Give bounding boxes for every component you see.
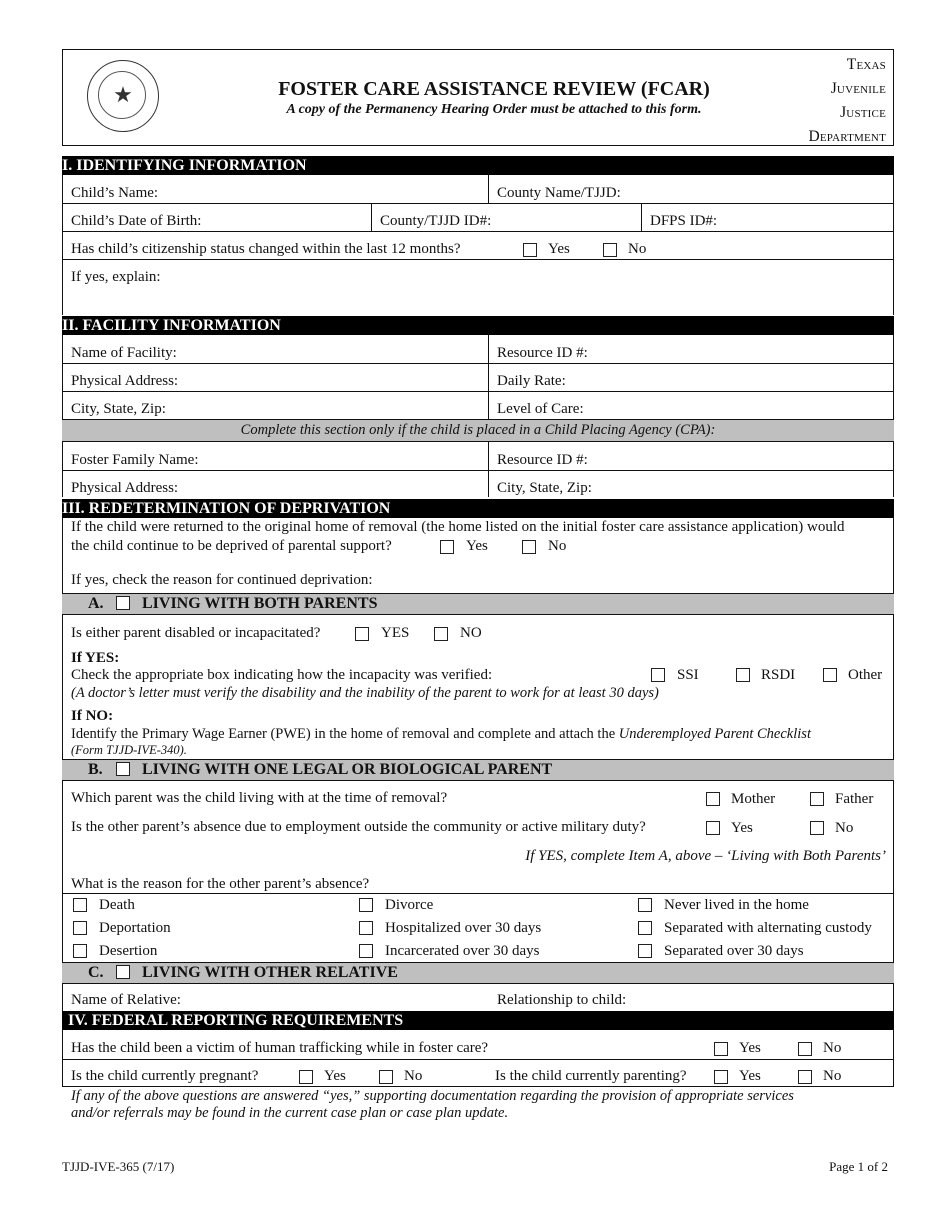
star-icon: ★ <box>113 82 133 107</box>
documentation-note-line2: and/or referrals may be found in the current case plan or case plan update. <box>71 1105 509 1121</box>
physical-address-field[interactable]: Physical Address: <box>71 373 179 389</box>
section2-heading: II. FACILITY INFORMATION <box>62 316 894 335</box>
if-no-label: If NO: <box>71 708 114 724</box>
subsection-c-title: LIVING WITH OTHER RELATIVE <box>142 964 398 981</box>
section1-heading: I. IDENTIFYING INFORMATION <box>62 156 894 175</box>
pregnant-question: Is the child currently pregnant? <box>71 1068 259 1084</box>
reason-incarcerated-checkbox[interactable] <box>359 944 373 958</box>
disabled-yes-checkbox[interactable] <box>355 627 369 641</box>
pwe-instructions: Identify the Primary Wage Earner (PWE) in the home of removal and complete and attach the Underemployed Parent Checklist <box>71 726 811 742</box>
reason-desertion-checkbox[interactable] <box>73 944 87 958</box>
parenting-yes-checkbox[interactable] <box>714 1070 728 1084</box>
resource-id-field[interactable]: Resource ID #: <box>497 345 588 361</box>
disabled-no-checkbox[interactable] <box>434 627 448 641</box>
section2-frame <box>62 335 894 497</box>
living-one-parent-checkbox[interactable] <box>116 762 130 776</box>
relationship-field[interactable]: Relationship to child: <box>497 992 627 1008</box>
city-state-zip2-field[interactable]: City, State, Zip: <box>497 480 592 496</box>
trafficking-question: Has the child been a victim of human trafficking while in foster care? <box>71 1040 489 1056</box>
trafficking-yes-checkbox[interactable] <box>714 1042 728 1056</box>
complete-item-a-note: If YES, complete Item A, above – ‘Living with Both Parents’ <box>525 848 886 864</box>
subsection-a-title: LIVING WITH BOTH PARENTS <box>142 595 378 612</box>
pregnant-yes-checkbox[interactable] <box>299 1070 313 1084</box>
living-other-relative-checkbox[interactable] <box>116 965 130 979</box>
facility-name-field[interactable]: Name of Facility: <box>71 345 177 361</box>
other-checkbox[interactable] <box>823 668 837 682</box>
ssi-checkbox[interactable] <box>651 668 665 682</box>
reason-death-checkbox[interactable] <box>73 898 87 912</box>
verify-question: Check the appropriate box indicating how the incapacity was verified: <box>71 667 493 683</box>
reason-prompt: If yes, check the reason for continued deprivation: <box>71 572 373 588</box>
reason-hospitalized-checkbox[interactable] <box>359 921 373 935</box>
form-header <box>62 49 894 146</box>
disabled-question: Is either parent disabled or incapacitated? <box>71 625 321 641</box>
foster-family-field[interactable]: Foster Family Name: <box>71 452 199 468</box>
which-parent-question: Which parent was the child living with at the time of removal? <box>71 790 448 806</box>
pregnant-no-checkbox[interactable] <box>379 1070 393 1084</box>
childs-name-field[interactable]: Child’s Name: <box>71 185 159 201</box>
absence-no-checkbox[interactable] <box>810 821 824 835</box>
agency-name: Texas Juvenile Justice Department <box>808 56 886 145</box>
cpa-note: Complete this section only if the child is placed in a Child Placing Agency (CPA): <box>240 422 716 438</box>
dfps-id-field[interactable]: DFPS ID#: <box>650 213 718 229</box>
pwe-form-number: (Form TJJD-IVE-340). <box>71 743 187 757</box>
reason-never-lived-checkbox[interactable] <box>638 898 652 912</box>
reason-separated-checkbox[interactable] <box>638 944 652 958</box>
form-id: TJJD-IVE-365 (7/17) <box>62 1159 175 1174</box>
documentation-note-line1: If any of the above questions are answered “yes,” supporting documentation regarding the provision of appropriate services <box>71 1088 794 1104</box>
texas-seal-logo <box>87 60 159 132</box>
dob-field[interactable]: Child’s Date of Birth: <box>71 213 202 229</box>
trafficking-no-checkbox[interactable] <box>798 1042 812 1056</box>
mother-checkbox[interactable] <box>706 792 720 806</box>
county-name-field[interactable]: County Name/TJJD: <box>497 185 621 201</box>
subsection-b-title: LIVING WITH ONE LEGAL OR BIOLOGICAL PARENT <box>142 761 553 778</box>
if-yes-label: If YES: <box>71 650 120 666</box>
citizenship-no-checkbox[interactable] <box>603 243 617 257</box>
form-subtitle: A copy of the Permanency Hearing Order must be attached to this form. <box>286 102 702 117</box>
deprivation-no-checkbox[interactable] <box>522 540 536 554</box>
citizenship-question: Has child’s citizenship status changed within the last 12 months? <box>71 241 461 257</box>
doctor-note: (A doctor’s letter must verify the disability and the inability of the parent to work for at least 30 days) <box>71 685 659 701</box>
deprivation-intro-line2: the child continue to be deprived of parental support? <box>71 538 392 554</box>
section4-heading: IV. FEDERAL REPORTING REQUIREMENTS <box>62 1011 894 1030</box>
relative-name-field[interactable]: Name of Relative: <box>71 992 181 1008</box>
living-both-parents-checkbox[interactable] <box>116 596 130 610</box>
reason-alternating-custody-checkbox[interactable] <box>638 921 652 935</box>
rsdi-checkbox[interactable] <box>736 668 750 682</box>
deprivation-intro-line1: If the child were returned to the original home of removal (the home listed on the initial foster care assistance application) would <box>71 519 845 535</box>
absence-employment-question: Is the other parent’s absence due to employment outside the community or active military duty? <box>71 819 646 835</box>
level-of-care-field[interactable]: Level of Care: <box>497 401 584 417</box>
parenting-question: Is the child currently parenting? <box>495 1068 687 1084</box>
parenting-no-checkbox[interactable] <box>798 1070 812 1084</box>
county-id-field[interactable]: County/TJJD ID#: <box>380 213 492 229</box>
explain-field[interactable]: If yes, explain: <box>71 269 161 285</box>
city-state-zip-field[interactable]: City, State, Zip: <box>71 401 166 417</box>
resource-id2-field[interactable]: Resource ID #: <box>497 452 588 468</box>
reason-divorce-checkbox[interactable] <box>359 898 373 912</box>
citizenship-yes-checkbox[interactable] <box>523 243 537 257</box>
absence-yes-checkbox[interactable] <box>706 821 720 835</box>
absence-reason-question: What is the reason for the other parent’s absence? <box>71 876 370 892</box>
cpa-note-bar <box>62 419 894 442</box>
section3-heading: III. REDETERMINATION OF DEPRIVATION <box>62 499 894 518</box>
page-number: Page 1 of 2 <box>829 1159 888 1174</box>
daily-rate-field[interactable]: Daily Rate: <box>497 373 566 389</box>
deprivation-yes-checkbox[interactable] <box>440 540 454 554</box>
reason-deportation-checkbox[interactable] <box>73 921 87 935</box>
father-checkbox[interactable] <box>810 792 824 806</box>
physical-address2-field[interactable]: Physical Address: <box>71 480 179 496</box>
form-title: FOSTER CARE ASSISTANCE REVIEW (FCAR) <box>278 78 710 100</box>
